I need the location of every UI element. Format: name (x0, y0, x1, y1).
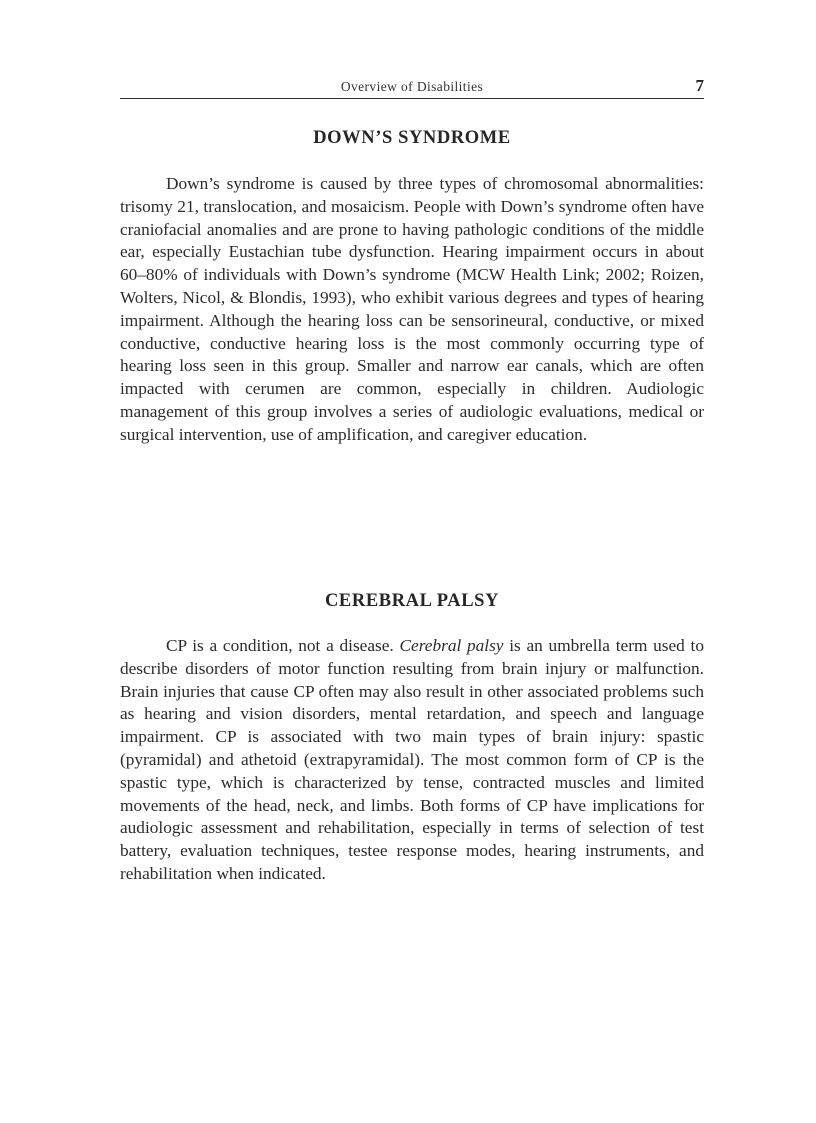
paragraph-lead-text: CP is a condition, not a disease. (166, 636, 400, 655)
body-paragraph-downs-syndrome: Down’s syndrome is caused by three types of chromosomal abnormalities: trisomy 21, translocation, and mosaicism. People with Down’s syndrome often have craniofacial anomalies and are prone to having pathologic conditions of the middle ear, especially Eustachian tube dysfunction. Hearing impairment occurs in about 60–80% of individuals with Down’s syndrome (MCW Health Link; 2002; Roizen, Wolters, Nicol, & Blondis, 1993), who exhibit various degrees and types of hearing impairment. Although the hearing loss can be sensorineural, conductive, or mixed conductive, conductive hearing loss is the most commonly occurring type of hearing loss seen in this group. Smaller and narrow ear canals, which are often impacted with cerumen are common, especially in children. Audiologic management of this group involves a series of audiologic evaluations, medical or surgical intervention, use of amplification, and caregiver education. (120, 174, 704, 444)
section-heading-cerebral-palsy: CEREBRAL PALSY (324, 591, 500, 611)
book-page (120, 0, 704, 1123)
running-header (120, 76, 704, 99)
page-number: 7 (695, 76, 704, 95)
running-title: Overview of Disabilities (340, 79, 484, 94)
section-heading-downs-syndrome: DOWN’S SYNDROME (313, 128, 511, 148)
body-paragraph-cerebral-palsy (120, 635, 704, 886)
paragraph-rest-text: is an umbrella term used to describe disorders of motor function resulting from brain injury or malfunction. Brain injuries that cause CP often may also result in other associated problems such as hearing and vision disorders, mental retardation, and speech and language impairment. CP is associated with two main types of brain injury: spastic (pyramidal) and athetoid (extrapyramidal). The most common form of CP is the spastic type, which is characterized by tense, contracted muscles and limited movements of the head, neck, and limbs. Both forms of CP have implications for audiologic assessment and rehabilitation, especially in terms of selection of test battery, evaluation techniques, testee response modes, hearing instruments, and rehabilitation when indicated. (120, 636, 705, 883)
italic-term: Cerebral palsy (399, 636, 504, 655)
